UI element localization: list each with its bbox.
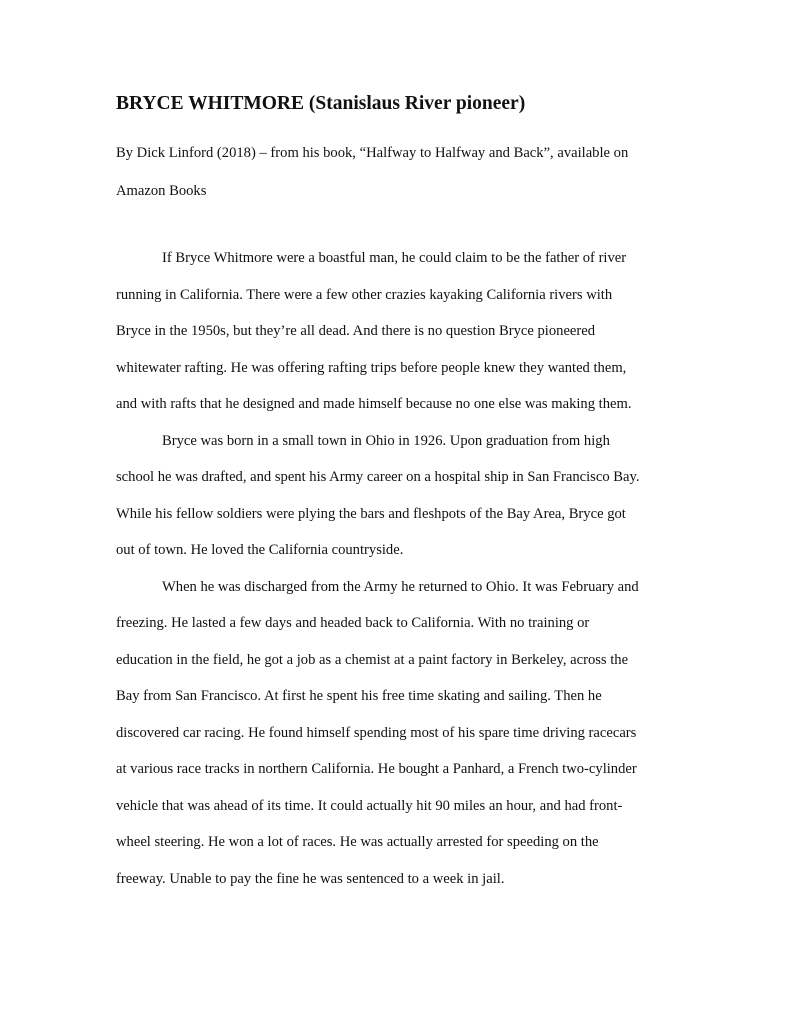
paragraph-line: While his fellow soldiers were plying the bars and fleshpots of the Bay Area, Bryce got [116, 506, 626, 522]
paragraph-line: school he was drafted, and spent his Army career on a hospital ship in San Francisco Bay. [116, 469, 640, 485]
paragraph-line: If Bryce Whitmore were a boastful man, he could claim to be the father of river [162, 250, 627, 266]
paragraph-line: Bryce in the 1950s, but they’re all dead. And there is no question Bryce pioneered [116, 323, 596, 339]
paragraph-line: at various race tracks in northern California. He bought a Panhard, a French two-cylinder [116, 761, 637, 777]
document-title: BRYCE WHITMORE (Stanislaus River pioneer) [116, 93, 526, 114]
paragraph-line: education in the field, he got a job as a chemist at a paint factory in Berkeley, across the [116, 652, 629, 668]
paragraph-line: and with rafts that he designed and made himself because no one else was making them. [116, 396, 632, 412]
paragraph-line: freeway. Unable to pay the fine he was sentenced to a week in jail. [116, 871, 505, 887]
paragraph-line: When he was discharged from the Army he returned to Ohio. It was February and [162, 579, 639, 595]
paragraph-line: out of town. He loved the California countryside. [116, 542, 404, 558]
byline-line: Amazon Books [116, 183, 207, 199]
paragraph-line: vehicle that was ahead of its time. It could actually hit 90 miles an hour, and had front- [116, 798, 623, 814]
byline-line: By Dick Linford (2018) – from his book, “Halfway to Halfway and Back”, available on [116, 145, 629, 161]
paragraph-line: discovered car racing. He found himself spending most of his spare time driving racecars [116, 725, 637, 741]
paragraph-line: freezing. He lasted a few days and headed back to California. With no training or [116, 615, 590, 631]
paragraph-line: Bryce was born in a small town in Ohio in 1926. Upon graduation from high [162, 433, 610, 449]
paragraph-line: running in California. There were a few other crazies kayaking California rivers with [116, 287, 613, 303]
paragraph-line: whitewater rafting. He was offering rafting trips before people knew they wanted them, [116, 360, 627, 376]
paragraph-line: wheel steering. He won a lot of races. He was actually arrested for speeding on the [116, 834, 599, 850]
paragraph-line: Bay from San Francisco. At first he spent his free time skating and sailing. Then he [116, 688, 602, 704]
